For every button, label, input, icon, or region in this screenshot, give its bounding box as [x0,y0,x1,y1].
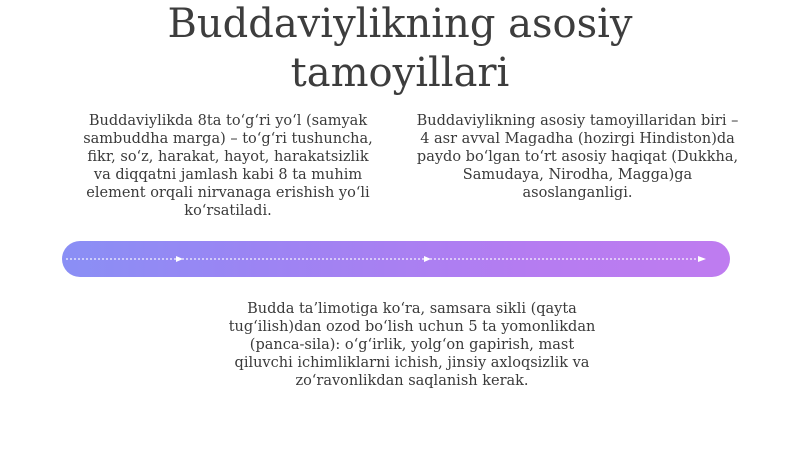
slide-title-line-2: tamoyillari [290,50,510,96]
timeline-arrow-icon [62,241,730,277]
paragraph-four-noble-truths: Buddaviylikning asosiy tamoyillaridan biri – 4 asr avval Magadha (hozirgi Hindiston)da paydo bo‘lgan to‘rt asosiy haqiqat (Dukkha, Samudaya, Nirodha, Magga)ga asoslanganligi. [416,113,739,201]
timeline-bar [62,241,730,277]
slide-title-line-1: Buddaviylikning asosiy [167,1,633,47]
paragraph-eightfold-path: Buddaviylikda 8ta to‘g‘ri yo‘l (samyak sambuddha marga) – to‘g‘ri tushuncha, fikr, so‘z, harakat, hayot, harakatsizlik va diqqatni jamlash kabi 8 ta muhim element orqali nirvanaga erishish yo‘li ko‘rsatiladi. [83,113,373,219]
slide-title [0,0,800,98]
paragraph-five-precepts: Budda ta’limotiga ko‘ra, samsara sikli (qayta tug‘ilish)dan ozod bo‘lish uchun 5 ta yomonlikdan (panca-sila): o‘g‘irlik, yolg‘on gapirish, mast qiluvchi ichimliklarni ichish, jinsiy axloqsizlik va zo‘ravonlikdan saqlanish kerak. [228,301,596,389]
